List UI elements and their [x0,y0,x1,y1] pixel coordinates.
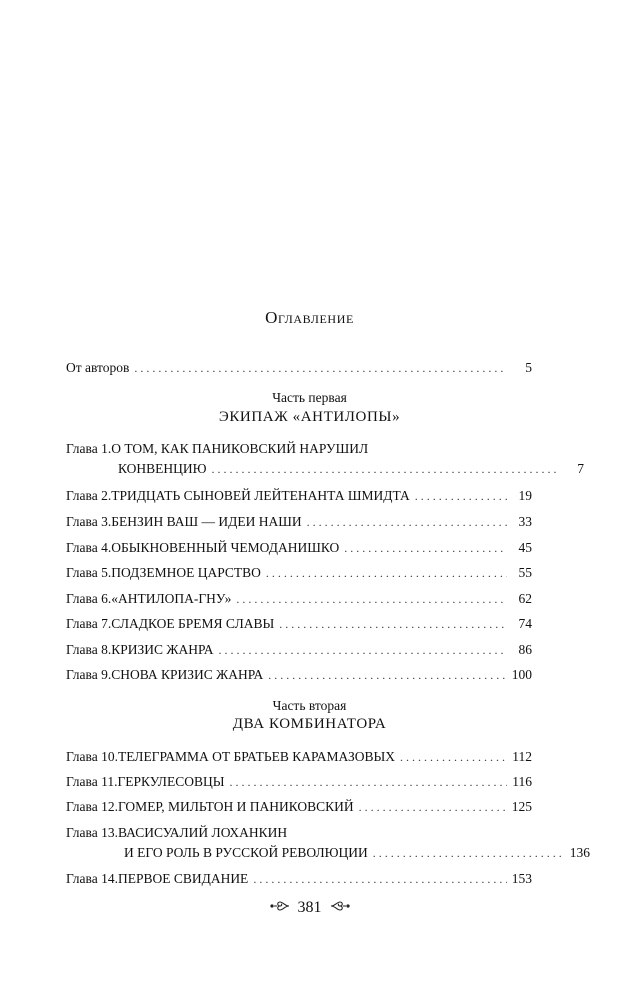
entry-page: 112 [512,749,532,764]
chapter-number: Глава 3. [66,514,112,529]
toc-entry-chapter-6[interactable] [66,589,532,609]
leader-dots [279,614,507,634]
part-label: Часть первая [272,390,347,405]
entry-page: 153 [511,871,532,886]
toc-entry-chapter-3[interactable] [66,512,532,532]
page-number: 381 [297,899,322,917]
entry-page: 136 [569,845,590,860]
chapter-number: Глава 7. [66,616,112,631]
entry-page: 5 [525,360,532,375]
entry-title: ТЕЛЕГРАММА ОТ БРАТЬЕВ КАРАМАЗОВЫХ [117,749,395,764]
toc-entry-chapter-11[interactable] [66,772,532,792]
entry-page: 100 [511,667,532,682]
toc-entry-chapter-13-continued[interactable] [66,843,590,863]
leader-dots [268,665,506,685]
toc-entry-chapter-1-continued[interactable] [66,459,584,479]
entry-page: 33 [518,514,532,529]
entry-page: 19 [518,488,532,503]
toc-entry-chapter-7[interactable] [66,614,532,634]
entry-title: ГОМЕР, МИЛЬТОН И ПАНИКОВСКИЙ [117,799,354,814]
toc-entry-chapter-5[interactable] [66,563,532,583]
toc-entry-preface[interactable] [66,358,532,378]
chapter-number: Глава 8. [66,642,112,657]
leader-dots [212,459,559,479]
page-folio [0,899,619,918]
entry-title: КРИЗИС ЖАНРА [111,642,214,657]
toc-entry-chapter-14[interactable] [66,869,532,889]
entry-page: 7 [577,461,584,476]
ornament-flourish-icon [330,899,352,918]
toc-entry-chapter-8[interactable] [66,640,532,660]
leader-dots [219,640,508,660]
ornament-flourish-icon [268,899,290,918]
entry-page: 86 [518,642,532,657]
leader-dots [400,747,507,767]
chapter-number: Глава 13. [66,825,118,840]
leader-dots [266,563,507,583]
chapter-number: Глава 6. [66,591,112,606]
entry-title: СНОВА КРИЗИС ЖАНРА [111,667,264,682]
leader-dots [134,358,507,378]
entry-title: ВАСИСУАЛИЙ ЛОХАНКИН [117,825,288,840]
leader-dots [236,589,507,609]
leader-dots [415,486,507,506]
leader-dots [359,797,507,817]
leader-dots [373,843,565,863]
toc-title: Оглавление [265,308,354,327]
chapter-number: Глава 11. [66,774,118,789]
chapter-number: Глава 2. [66,488,112,503]
chapter-number: Глава 5. [66,565,112,580]
entry-title: ПЕРВОЕ СВИДАНИЕ [117,871,249,886]
leader-dots [307,512,507,532]
chapter-number: Глава 12. [66,799,118,814]
entry-title: От авторов [66,360,130,375]
entry-page: 125 [511,799,532,814]
chapter-number: Глава 9. [66,667,112,682]
toc-entry-chapter-2[interactable] [66,486,532,506]
part-label: Часть вторая [272,698,347,713]
entry-title: «АНТИЛОПА-ГНУ» [111,591,232,606]
leader-dots [229,772,507,792]
entry-title: О ТОМ, КАК ПАНИКОВСКИЙ НАРУШИЛ [111,441,369,456]
entry-page: 116 [512,774,532,789]
entry-title: ОБЫКНОВЕННЫЙ ЧЕМОДАНИШКО [111,540,340,555]
entry-page: 74 [518,616,532,631]
toc-entry-chapter-12[interactable] [66,797,532,817]
part-title: ДВА КОМБИНАТОРА [232,716,387,732]
entry-title: КОНВЕНЦИЮ [118,461,207,476]
entry-page: 45 [518,540,532,555]
leader-dots [344,538,507,558]
chapter-number: Глава 14. [66,871,118,886]
entry-title: ТРИДЦАТЬ СЫНОВЕЙ ЛЕЙТЕНАНТА ШМИДТА [111,488,410,503]
entry-page: 55 [518,565,532,580]
entry-title: СЛАДКОЕ БРЕМЯ СЛАВЫ [111,616,275,631]
entry-title: ГЕРКУЛЕСОВЦЫ [117,774,225,789]
entry-title: И ЕГО РОЛЬ В РУССКОЙ РЕВОЛЮЦИИ [124,845,368,860]
chapter-number: Глава 1. [66,441,112,456]
entry-title: ПОДЗЕМНОЕ ЦАРСТВО [111,565,261,580]
entry-page: 62 [518,591,532,606]
part-title: ЭКИПАЖ «АНТИЛОПЫ» [218,409,401,425]
leader-dots [253,869,506,889]
toc-entry-chapter-9[interactable] [66,665,532,685]
toc-entry-chapter-10[interactable] [66,747,532,767]
chapter-number: Глава 4. [66,540,112,555]
toc-entry-chapter-4[interactable] [66,538,532,558]
chapter-number: Глава 10. [66,749,118,764]
toc-entry-chapter-13[interactable] [66,823,532,843]
toc-entry-chapter-1[interactable] [66,439,532,459]
entry-title: БЕНЗИН ВАШ — ИДЕИ НАШИ [111,514,302,529]
